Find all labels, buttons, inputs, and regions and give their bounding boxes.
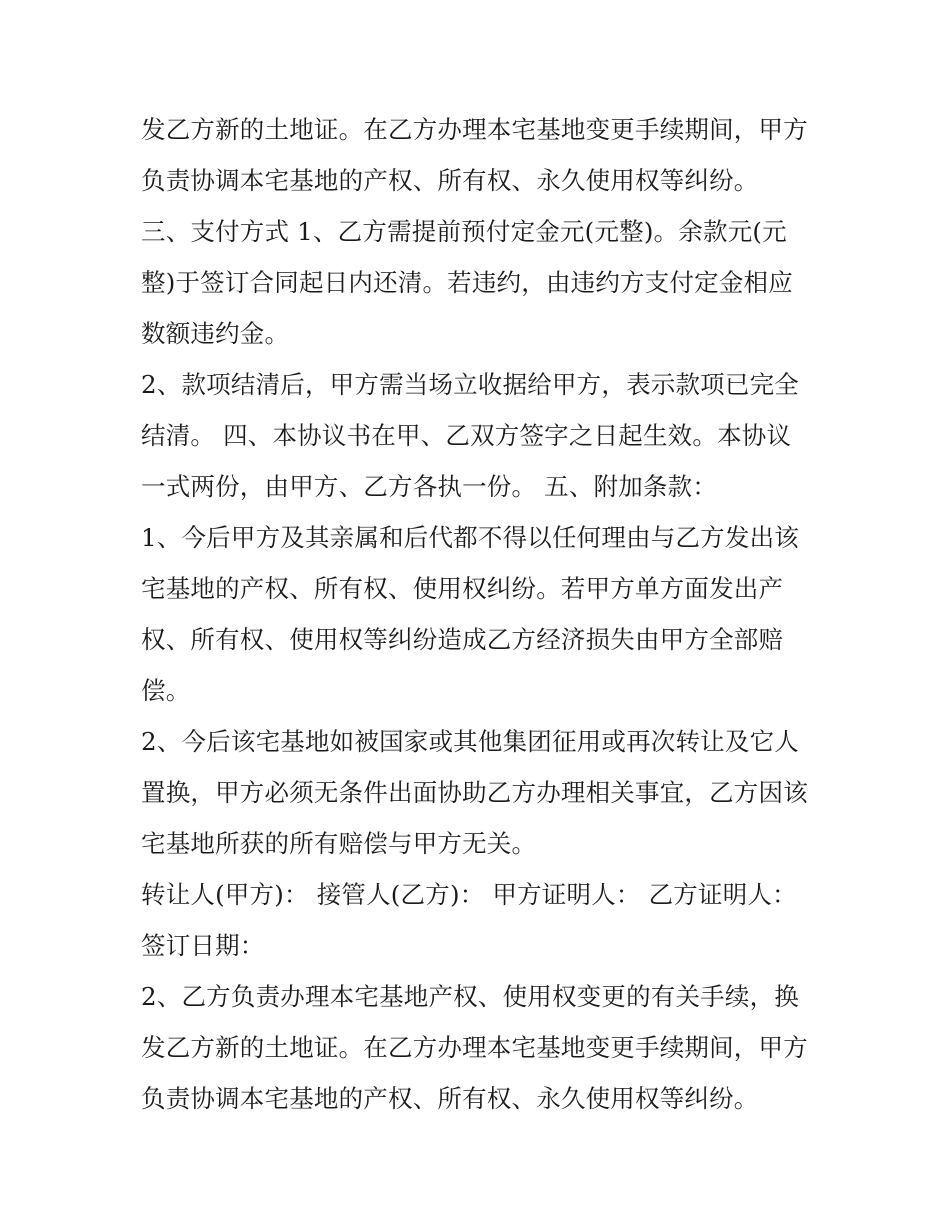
- text-line: 一式两份，由甲方、乙方各执一份。 五、附加条款：: [141, 472, 718, 501]
- text-line: 2、款项结清后，甲方需当场立收据给甲方，表示款项已完全: [141, 370, 799, 399]
- text-line: 发乙方新的土地证。在乙方办理本宅基地变更手续期间，甲方: [141, 1033, 808, 1062]
- text-line: 偿。: [141, 676, 191, 705]
- text-line: 结清。 四、本协议书在甲、乙双方签字之日起生效。本协议: [141, 421, 792, 450]
- text-line: 权、所有权、使用权等纠纷造成乙方经济损失由甲方全部赔: [141, 625, 784, 654]
- signature-fields-line: 转让人(甲方)： 接管人(乙方)： 甲方证明人： 乙方证明人：: [141, 880, 797, 909]
- text-line: 宅基地所获的所有赔偿与甲方无关。: [141, 829, 537, 858]
- text-line: 1、今后甲方及其亲属和后代都不得以任何理由与乙方发出该: [141, 523, 799, 552]
- text-line: 2、今后该宅基地如被国家或其他集团征用或再次转让及它人: [141, 727, 799, 756]
- text-line: 三、支付方式 1、乙方需提前预付定金元(元整)。余款元(元: [141, 217, 787, 246]
- text-line: 整)于签订合同起日内还清。若违约，由违约方支付定金相应: [141, 268, 793, 297]
- sign-date-line: 签订日期：: [141, 931, 265, 960]
- text-line: 负责协调本宅基地的产权、所有权、永久使用权等纠纷。: [141, 166, 759, 195]
- document-body: [141, 104, 831, 1124]
- text-line: 宅基地的产权、所有权、使用权纠纷。若甲方单方面发出产: [141, 574, 784, 603]
- text-line: 2、乙方负责办理本宅基地产权、使用权变更的有关手续，换: [141, 982, 799, 1011]
- text-line: 数额违约金。: [141, 319, 290, 348]
- text-line: 置换，甲方必须无条件出面协助乙方办理相关事宜，乙方因该: [141, 778, 808, 807]
- text-line: 发乙方新的土地证。在乙方办理本宅基地变更手续期间，甲方: [141, 115, 808, 144]
- text-line: 负责协调本宅基地的产权、所有权、永久使用权等纠纷。: [141, 1084, 759, 1113]
